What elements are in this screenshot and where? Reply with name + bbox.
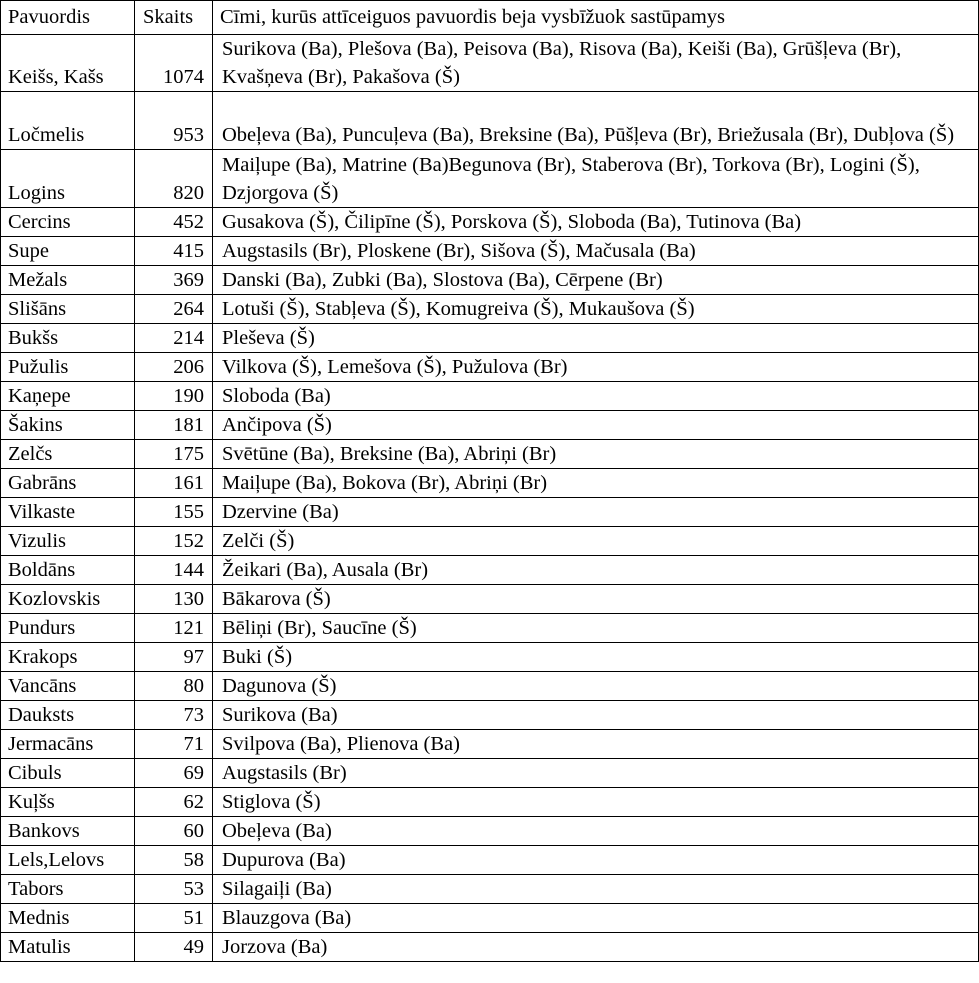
villages-cell: Surikova (Ba), Plešova (Ba), Peisova (Ba), Risova (Ba), Keiši (Ba), Grūšļeva (Br), Kvašņeva (Br), Pakašova (Š): [213, 35, 979, 92]
villages-cell: Obeļeva (Ba), Puncuļeva (Ba), Breksine (Ba), Pūšļeva (Br), Briežusala (Br), Dubļova (Š): [213, 92, 979, 150]
villages-cell: Stiglova (Š): [213, 788, 979, 817]
table-row: [1, 440, 979, 469]
count-cell: 69: [135, 759, 213, 788]
header-surname: Pavuordis: [1, 1, 135, 35]
count-cell: 206: [135, 353, 213, 382]
table-row: [1, 237, 979, 266]
count-cell: 51: [135, 904, 213, 933]
surname-cell: Boldāns: [1, 556, 135, 585]
count-cell: 60: [135, 817, 213, 846]
villages-cell: Zelči (Š): [213, 527, 979, 556]
surname-cell: Supe: [1, 237, 135, 266]
villages-cell: Svilpova (Ba), Plienova (Ba): [213, 730, 979, 759]
surname-cell: Kuļšs: [1, 788, 135, 817]
surname-cell: Jermacāns: [1, 730, 135, 759]
surname-cell: Logins: [1, 150, 135, 208]
villages-cell: Jorzova (Ba): [213, 933, 979, 962]
count-cell: 369: [135, 266, 213, 295]
table-row: [1, 672, 979, 701]
count-cell: 175: [135, 440, 213, 469]
header-count: Skaits: [135, 1, 213, 35]
surname-cell: Matulis: [1, 933, 135, 962]
surname-cell: Vilkaste: [1, 498, 135, 527]
surname-cell: Ločmelis: [1, 92, 135, 150]
surname-cell: Pužulis: [1, 353, 135, 382]
count-cell: 80: [135, 672, 213, 701]
surname-cell: Dauksts: [1, 701, 135, 730]
table-row: [1, 933, 979, 962]
surname-cell: Mednis: [1, 904, 135, 933]
table-row: [1, 266, 979, 295]
villages-cell: Dagunova (Š): [213, 672, 979, 701]
count-cell: 452: [135, 208, 213, 237]
table-row: [1, 904, 979, 933]
count-cell: 190: [135, 382, 213, 411]
villages-cell: Bēliņi (Br), Saucīne (Š): [213, 614, 979, 643]
table-row: [1, 92, 979, 150]
surname-cell: Keišs, Kašs: [1, 35, 135, 92]
table-row: [1, 643, 979, 672]
surname-cell: Cibuls: [1, 759, 135, 788]
count-cell: 130: [135, 585, 213, 614]
villages-cell: Blauzgova (Ba): [213, 904, 979, 933]
count-cell: 953: [135, 92, 213, 150]
count-cell: 71: [135, 730, 213, 759]
table-row: [1, 730, 979, 759]
surname-cell: Pundurs: [1, 614, 135, 643]
surname-cell: Lels,Lelovs: [1, 846, 135, 875]
count-cell: 97: [135, 643, 213, 672]
count-cell: 58: [135, 846, 213, 875]
surname-cell: Vizulis: [1, 527, 135, 556]
villages-cell: Žeikari (Ba), Ausala (Br): [213, 556, 979, 585]
table-row: [1, 208, 979, 237]
surname-cell: Kozlovskis: [1, 585, 135, 614]
villages-cell: Augstasils (Br), Ploskene (Br), Sišova (Š), Mačusala (Ba): [213, 237, 979, 266]
surname-cell: Bankovs: [1, 817, 135, 846]
villages-cell: Surikova (Ba): [213, 701, 979, 730]
villages-cell: Ančipova (Š): [213, 411, 979, 440]
count-cell: 214: [135, 324, 213, 353]
villages-cell: Buki (Š): [213, 643, 979, 672]
surname-cell: Vancāns: [1, 672, 135, 701]
villages-cell: Obeļeva (Ba): [213, 817, 979, 846]
header-row: [1, 1, 979, 35]
surname-cell: Gabrāns: [1, 469, 135, 498]
villages-cell: Vilkova (Š), Lemešova (Š), Pužulova (Br): [213, 353, 979, 382]
surname-cell: Tabors: [1, 875, 135, 904]
villages-cell: Silagaiļi (Ba): [213, 875, 979, 904]
count-cell: 1074: [135, 35, 213, 92]
surname-cell: Šakins: [1, 411, 135, 440]
table-row: [1, 846, 979, 875]
count-cell: 415: [135, 237, 213, 266]
villages-cell: Pleševa (Š): [213, 324, 979, 353]
table-row: [1, 614, 979, 643]
villages-cell: Maiļupe (Ba), Bokova (Br), Abriņi (Br): [213, 469, 979, 498]
villages-cell: Sloboda (Ba): [213, 382, 979, 411]
table-body: [1, 35, 979, 962]
surname-cell: Bukšs: [1, 324, 135, 353]
count-cell: 121: [135, 614, 213, 643]
table-row: [1, 382, 979, 411]
surname-cell: Slišāns: [1, 295, 135, 324]
count-cell: 264: [135, 295, 213, 324]
count-cell: 62: [135, 788, 213, 817]
count-cell: 155: [135, 498, 213, 527]
villages-cell: Dzervine (Ba): [213, 498, 979, 527]
table-row: [1, 411, 979, 440]
count-cell: 144: [135, 556, 213, 585]
villages-cell: Augstasils (Br): [213, 759, 979, 788]
table-row: [1, 585, 979, 614]
count-cell: 152: [135, 527, 213, 556]
villages-cell: Lotuši (Š), Stabļeva (Š), Komugreiva (Š), Mukaušova (Š): [213, 295, 979, 324]
villages-cell: Gusakova (Š), Čilipīne (Š), Porskova (Š), Sloboda (Ba), Tutinova (Ba): [213, 208, 979, 237]
surname-cell: Zelčs: [1, 440, 135, 469]
count-cell: 181: [135, 411, 213, 440]
table-row: [1, 701, 979, 730]
table-row: [1, 469, 979, 498]
table-row: [1, 527, 979, 556]
villages-cell: Bākarova (Š): [213, 585, 979, 614]
surname-cell: Krakops: [1, 643, 135, 672]
count-cell: 161: [135, 469, 213, 498]
villages-cell: Svētūne (Ba), Breksine (Ba), Abriņi (Br): [213, 440, 979, 469]
header-villages: Cīmi, kurūs attīceiguos pavuordis beja vysbīžuok sastūpamys: [213, 1, 979, 35]
table-row: [1, 35, 979, 92]
table-row: [1, 295, 979, 324]
table-row: [1, 759, 979, 788]
table-row: [1, 875, 979, 904]
count-cell: 49: [135, 933, 213, 962]
count-cell: 73: [135, 701, 213, 730]
villages-cell: Danski (Ba), Zubki (Ba), Slostova (Ba), Cērpene (Br): [213, 266, 979, 295]
villages-cell: Dupurova (Ba): [213, 846, 979, 875]
table-row: [1, 353, 979, 382]
surname-cell: Cercins: [1, 208, 135, 237]
villages-cell: Maiļupe (Ba), Matrine (Ba)Begunova (Br), Staberova (Br), Torkova (Br), Logini (Š), Dzjorgova (Š): [213, 150, 979, 208]
table-row: [1, 324, 979, 353]
table-row: [1, 788, 979, 817]
count-cell: 53: [135, 875, 213, 904]
table-row: [1, 498, 979, 527]
table-row: [1, 817, 979, 846]
table-row: [1, 150, 979, 208]
surname-cell: Kaņepe: [1, 382, 135, 411]
count-cell: 820: [135, 150, 213, 208]
surname-cell: Mežals: [1, 266, 135, 295]
table-row: [1, 556, 979, 585]
